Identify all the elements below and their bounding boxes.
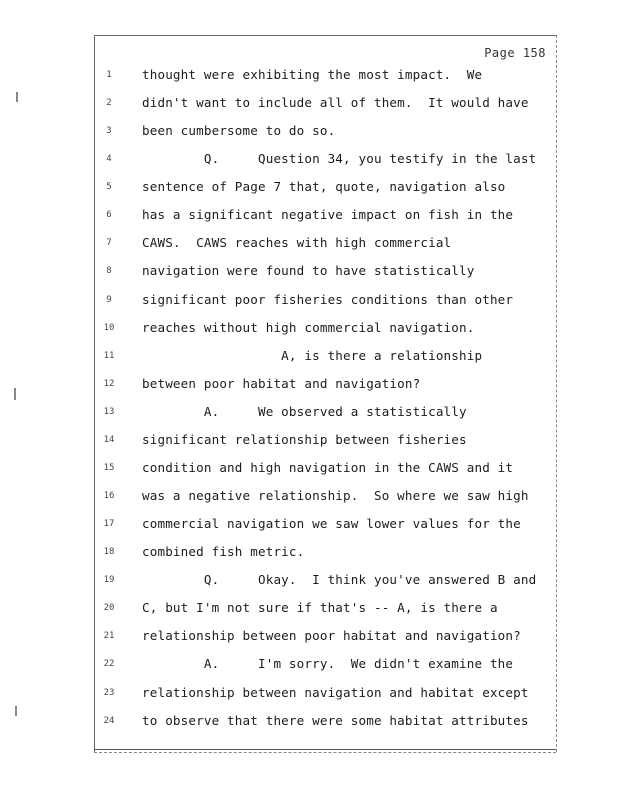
transcript-line — [0, 404, 618, 424]
transcript-line — [0, 656, 618, 676]
transcript-line — [0, 572, 618, 592]
line-text: to observe that there were some habitat attributes — [142, 712, 529, 728]
transcript-line — [0, 151, 618, 171]
line-number: 2 — [106, 98, 112, 109]
transcript-line — [0, 544, 618, 564]
transcript-line — [0, 235, 618, 255]
line-text: combined fish metric. — [142, 544, 305, 560]
line-text: was a negative relationship. So where we saw high — [142, 488, 529, 504]
line-number: 14 — [103, 434, 115, 445]
transcript-line — [0, 320, 618, 340]
line-number: 1 — [106, 70, 112, 80]
line-number: 5 — [106, 182, 112, 193]
transcript-line — [0, 67, 618, 87]
line-text: A. I'm sorry. We didn't examine the — [142, 656, 514, 672]
line-number: 16 — [103, 491, 115, 502]
line-text: didn't want to include all of them. It would have — [142, 95, 529, 111]
transcript-line — [0, 207, 618, 227]
line-text: A. We observed a statistically — [142, 403, 467, 419]
transcript-line — [0, 179, 618, 199]
line-number: 21 — [103, 631, 115, 642]
line-text: significant relationship between fisheries — [142, 431, 467, 447]
transcript-line — [0, 123, 618, 143]
line-text: condition and high navigation in the CAWS and it — [142, 459, 514, 475]
line-number: 8 — [106, 266, 112, 277]
line-text: relationship between poor habitat and navigation? — [142, 628, 521, 644]
transcript-line — [0, 263, 618, 283]
line-number: 17 — [103, 519, 115, 530]
transcript-line — [0, 600, 618, 620]
line-text: CAWS. CAWS reaches with high commercial — [142, 235, 452, 251]
line-text: sentence of Page 7 that, quote, navigation also — [142, 179, 506, 195]
page-number: Page 158 — [484, 46, 546, 60]
line-number: 18 — [103, 547, 115, 558]
line-text: between poor habitat and navigation? — [142, 375, 421, 391]
line-number: 6 — [106, 210, 112, 221]
transcript-line — [0, 516, 618, 536]
line-number: 24 — [103, 715, 115, 726]
transcript-line — [0, 685, 618, 705]
line-text: Q. Okay. I think you've answered B and — [142, 572, 537, 588]
bottom-rule-secondary — [94, 752, 556, 753]
line-number: 20 — [103, 603, 115, 614]
transcript-line — [0, 292, 618, 312]
transcript-line — [0, 348, 618, 368]
line-text: Q. Question 34, you testify in the last — [142, 151, 537, 167]
transcript-line — [0, 488, 618, 508]
transcript-line — [0, 95, 618, 115]
line-number: 12 — [103, 378, 115, 389]
line-text: A, is there a relationship — [142, 347, 483, 363]
line-number: 4 — [106, 154, 112, 165]
line-text: C, but I'm not sure if that's -- A, is there a — [142, 600, 498, 616]
line-text: reaches without high commercial navigation. — [142, 319, 475, 335]
line-number: 15 — [103, 462, 115, 473]
line-text: navigation were found to have statistically — [142, 263, 475, 279]
transcript-line — [0, 460, 618, 480]
transcript-line — [0, 628, 618, 648]
line-number: 9 — [106, 294, 112, 305]
line-number: 22 — [103, 659, 115, 670]
line-number: 13 — [103, 406, 115, 417]
line-text: has a significant negative impact on fish in the — [142, 207, 514, 223]
line-text: been cumbersome to do so. — [142, 123, 336, 139]
line-text: significant poor fisheries conditions than other — [142, 291, 514, 307]
transcript-line — [0, 713, 618, 733]
line-number: 10 — [103, 322, 115, 333]
line-number: 11 — [103, 350, 115, 361]
bottom-rule — [94, 749, 556, 750]
line-number: 23 — [103, 687, 115, 698]
line-number: 3 — [106, 126, 112, 137]
transcript-line — [0, 432, 618, 452]
line-text: relationship between navigation and habitat except — [142, 684, 529, 700]
line-number: 19 — [103, 575, 115, 586]
line-number: 7 — [106, 238, 112, 249]
line-text: thought were exhibiting the most impact. We — [142, 67, 483, 82]
line-text: commercial navigation we saw lower values for the — [142, 516, 521, 532]
transcript-line — [0, 376, 618, 396]
